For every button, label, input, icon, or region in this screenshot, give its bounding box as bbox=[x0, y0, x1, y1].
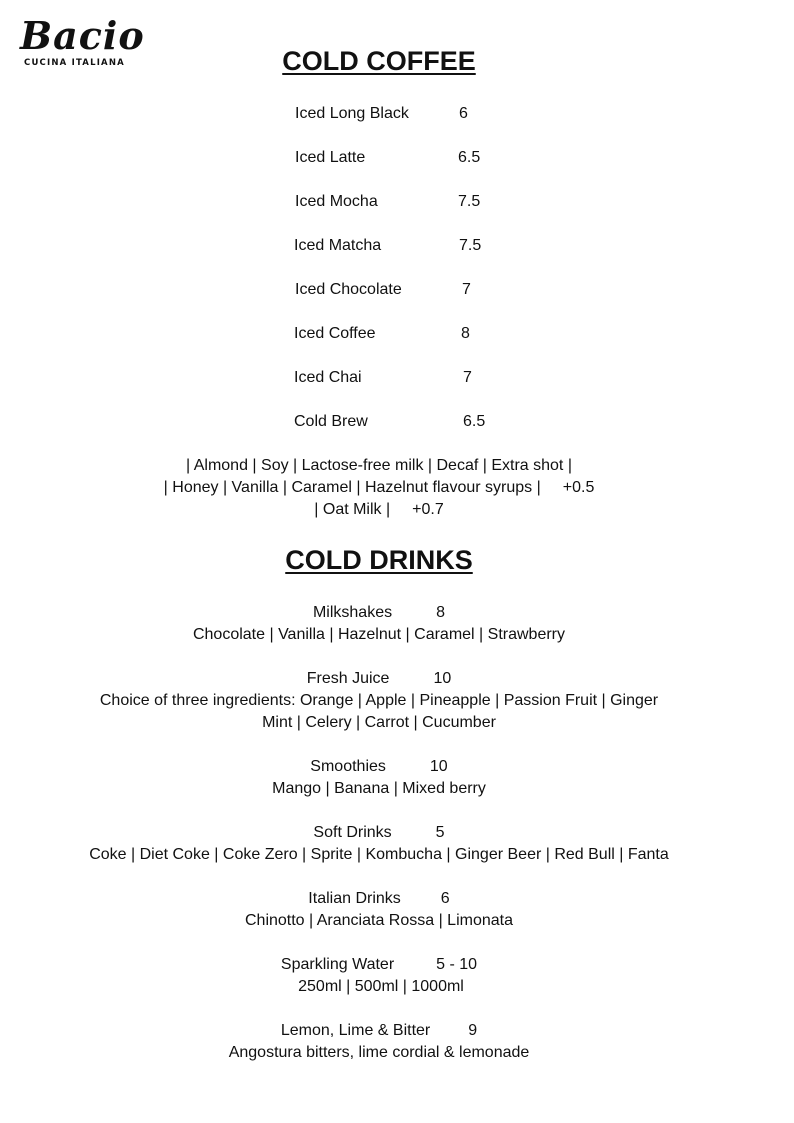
drink-price: 9 bbox=[468, 1022, 478, 1039]
extras-text: | Honey | Vanilla | Caramel | Hazelnut flavour syrups | bbox=[163, 479, 541, 496]
drink-name: Fresh Juice bbox=[306, 670, 390, 687]
item-name: Iced Matcha bbox=[294, 237, 382, 254]
extras-text: | Almond | Soy | Lactose-free milk | Decaf | Extra shot | bbox=[186, 457, 572, 474]
drink-name: Smoothies bbox=[310, 758, 386, 775]
drink-name: Soft Drinks bbox=[313, 824, 392, 841]
logo-wordmark: Bacio bbox=[20, 13, 145, 58]
item-name: Iced Coffee bbox=[294, 325, 376, 342]
item-price: 6 bbox=[459, 105, 468, 122]
item-price: 7.5 bbox=[458, 193, 481, 210]
drink-price: 5 - 10 bbox=[436, 956, 478, 973]
drink-description: Chinotto | Aranciata Rossa | Limonata bbox=[244, 912, 513, 929]
item-price: 6.5 bbox=[458, 149, 481, 166]
drink-description: Coke | Diet Coke | Coke Zero | Sprite | Kombucha | Ginger Beer | Red Bull | Fanta bbox=[89, 846, 669, 863]
extras-line bbox=[0, 477, 758, 499]
extras-line bbox=[0, 499, 758, 521]
item-price: 6.5 bbox=[463, 413, 486, 430]
cold-drinks-heading: COLD DRINKS bbox=[285, 545, 473, 575]
drink-title-line bbox=[0, 602, 758, 624]
extras-price: +0.5 bbox=[562, 479, 595, 496]
drink-price: 10 bbox=[433, 670, 452, 687]
drink-price: 8 bbox=[436, 604, 446, 621]
drink-name: Lemon, Lime & Bitter bbox=[280, 1022, 431, 1039]
extras-text: | Oat Milk | bbox=[314, 501, 391, 518]
drink-name: Italian Drinks bbox=[308, 890, 401, 907]
extras-line bbox=[0, 455, 758, 477]
item-name: Cold Brew bbox=[294, 413, 368, 430]
item-name: Iced Latte bbox=[295, 149, 366, 166]
drink-name: Sparkling Water bbox=[280, 956, 395, 973]
item-price: 7 bbox=[463, 369, 472, 386]
item-price: 7.5 bbox=[459, 237, 482, 254]
drink-price: 10 bbox=[429, 758, 448, 775]
drink-title-line bbox=[0, 1020, 758, 1042]
item-name: Iced Chai bbox=[294, 369, 362, 386]
drink-price: 5 bbox=[435, 824, 445, 841]
cold-coffee-heading: COLD COFFEE bbox=[282, 46, 476, 76]
drink-title-line bbox=[0, 822, 758, 844]
drink-title-line bbox=[0, 954, 758, 976]
drink-description: Mint | Celery | Carrot | Cucumber bbox=[262, 714, 496, 731]
drink-title-line bbox=[0, 756, 758, 778]
item-price: 8 bbox=[461, 325, 470, 342]
drink-description: 250ml | 500ml | 1000ml bbox=[298, 978, 464, 995]
item-price: 7 bbox=[462, 281, 471, 298]
drink-price: 6 bbox=[440, 890, 450, 907]
drink-description: Chocolate | Vanilla | Hazelnut | Caramel | Strawberry bbox=[192, 626, 566, 643]
item-name: Iced Long Black bbox=[295, 105, 409, 122]
drink-description: Angostura bitters, lime cordial & lemonade bbox=[228, 1044, 530, 1061]
extras-price: +0.7 bbox=[412, 501, 444, 518]
drink-title-line bbox=[0, 668, 758, 690]
drink-description: Mango | Banana | Mixed berry bbox=[272, 780, 486, 797]
logo-subtitle: CUCINA ITALIANA bbox=[24, 58, 125, 68]
item-name: Iced Mocha bbox=[295, 193, 378, 210]
drink-name: Milkshakes bbox=[312, 604, 393, 621]
item-name: Iced Chocolate bbox=[295, 281, 402, 298]
drink-description: Choice of three ingredients: Orange | Apple | Pineapple | Passion Fruit | Ginger bbox=[99, 692, 659, 709]
drink-title-line bbox=[0, 888, 758, 910]
